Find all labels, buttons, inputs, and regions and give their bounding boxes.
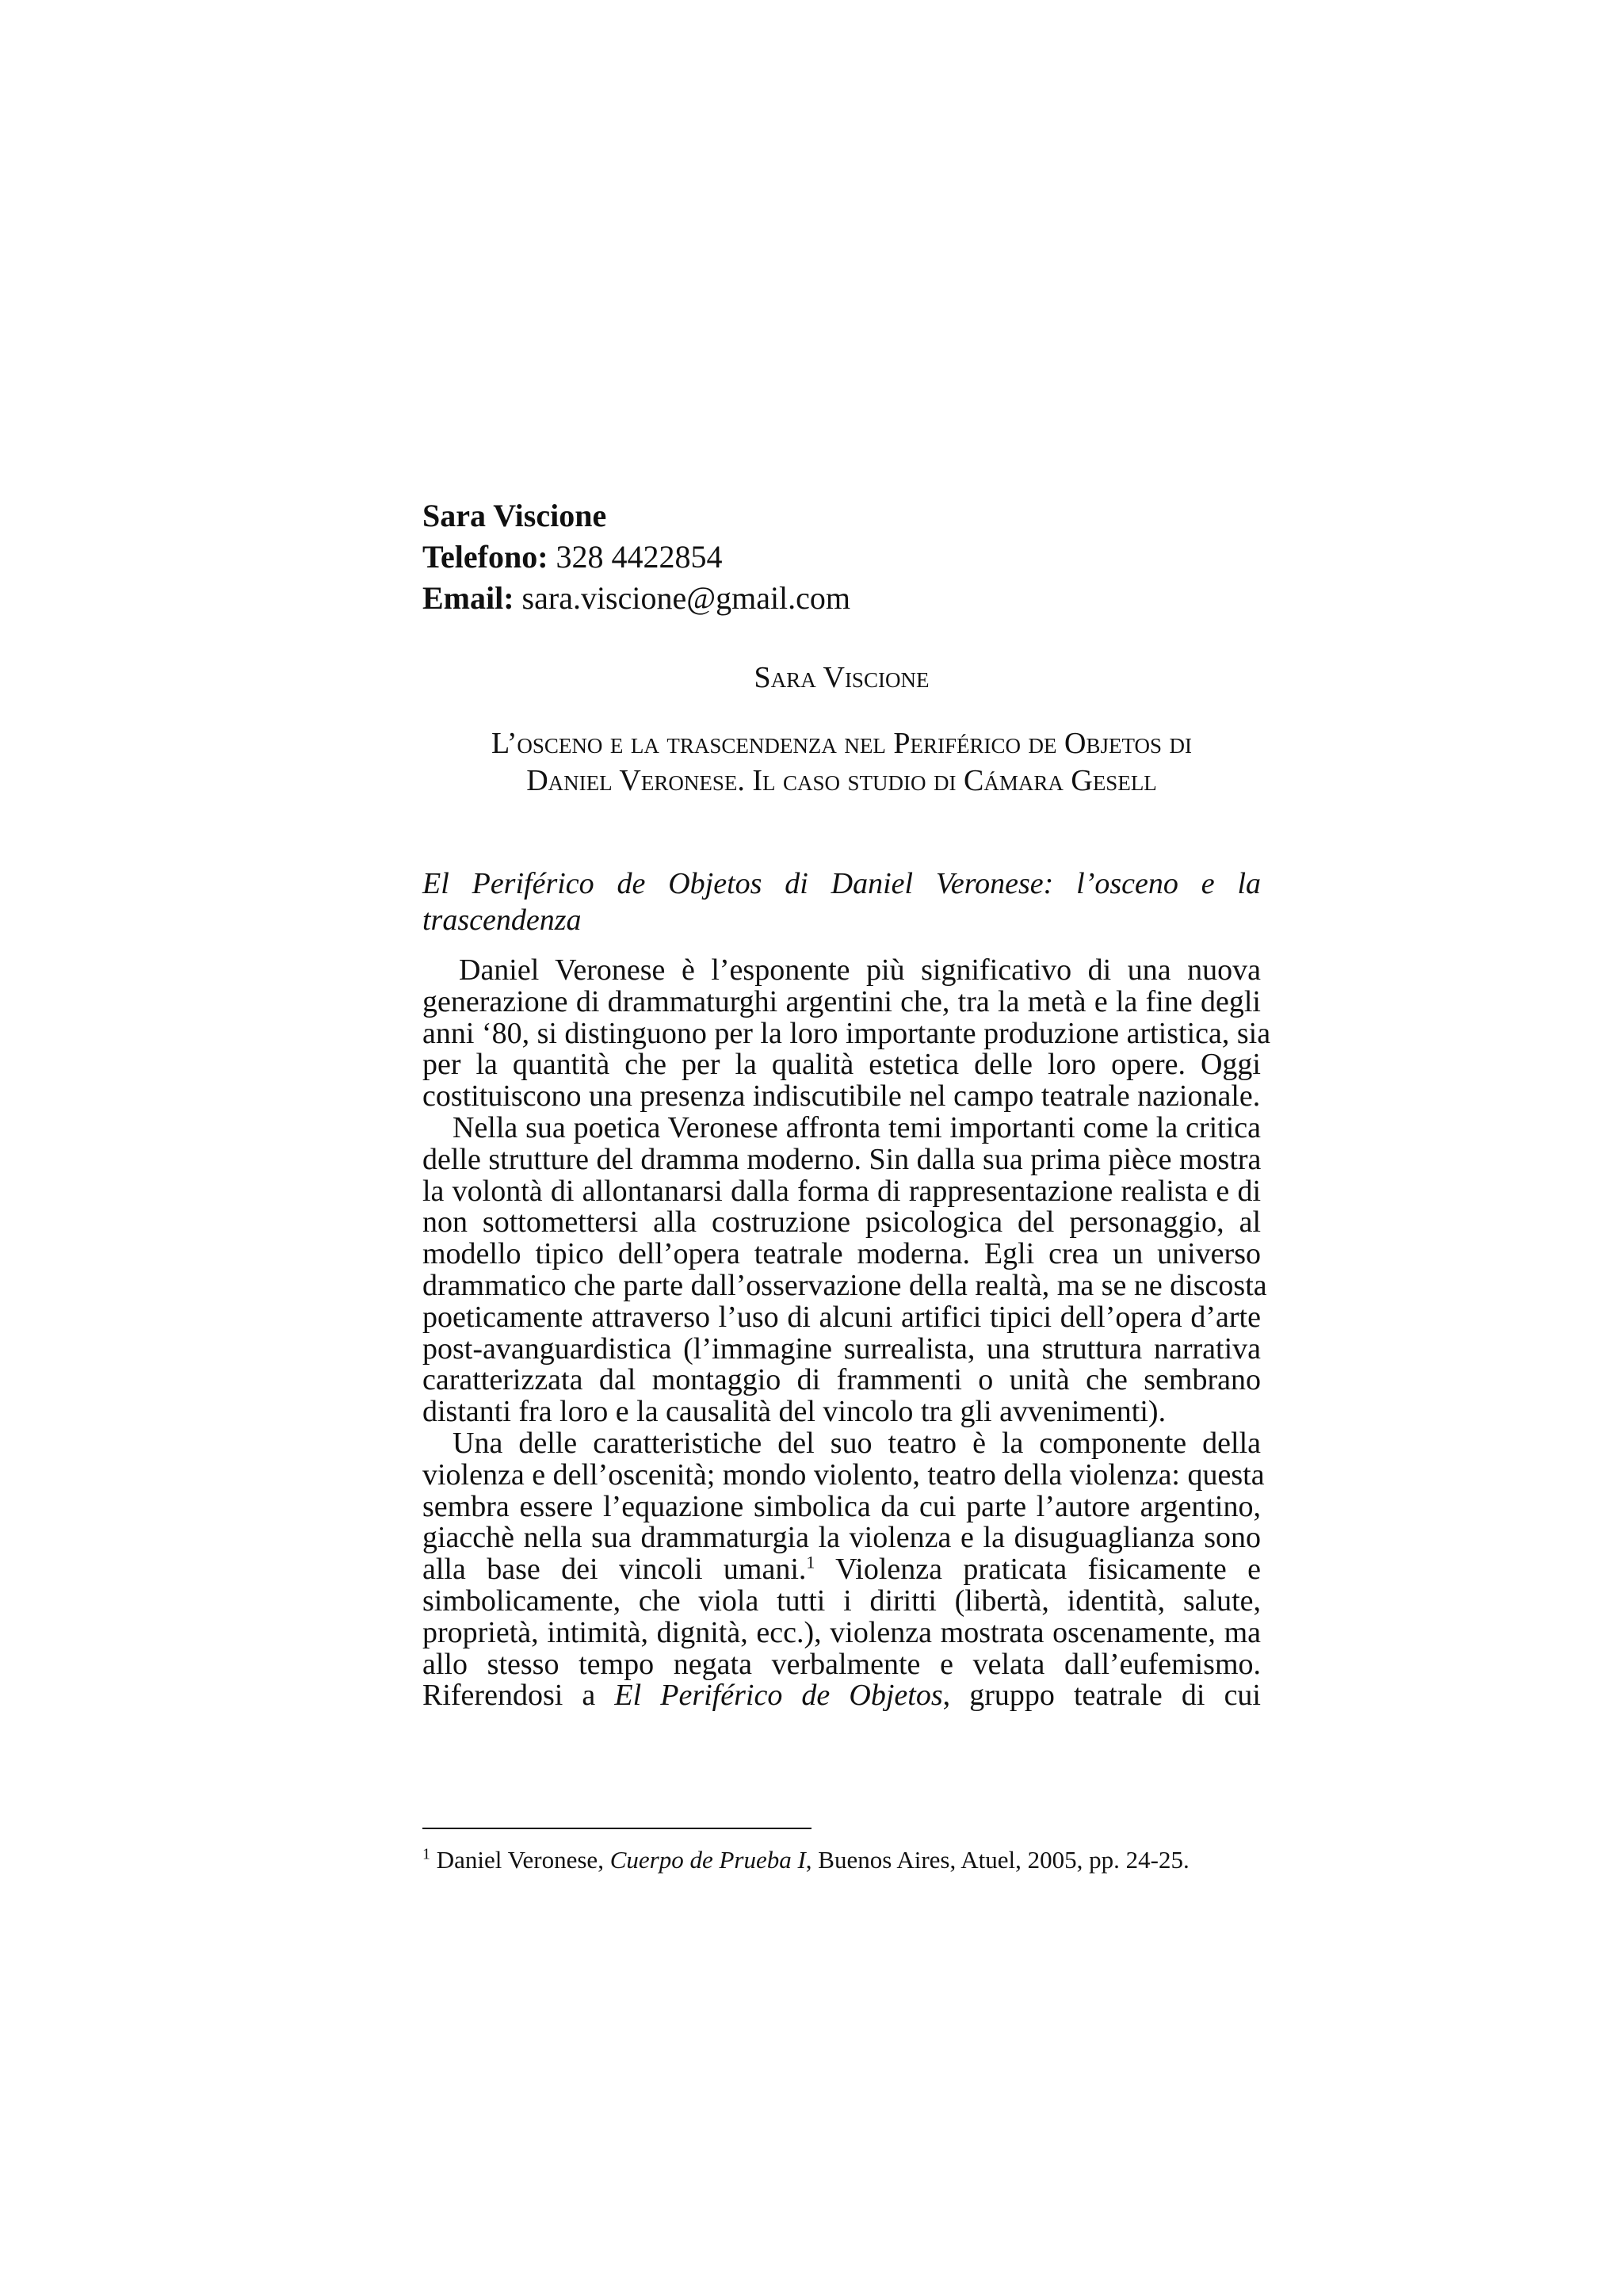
text-line: generazione di drammaturghi argentini che, tra la metà e la fine degli (422, 984, 1261, 1018)
heading-line: El Periférico de Objetos di Daniel Veronese: l’osceno e la (422, 867, 1261, 900)
heading-line: trascendenza (422, 904, 582, 937)
text-line: sembra essere l’equazione simbolica da cui parte l’autore argentino, (422, 1489, 1261, 1523)
footnote-divider (422, 1828, 812, 1829)
text-line: post-avanguardistica (l’immagine surrealista, una struttura narrativa (422, 1331, 1261, 1366)
title-line: L’osceno e la trascendenza nel Periférico de Objetos di (491, 727, 1192, 760)
paragraph (422, 1110, 1267, 1429)
text-line: alla base dei vincoli umani.$^1$ Violenza praticata fisicamente e (422, 1552, 1262, 1587)
text-line: giacchè nella sua drammaturgia la violenza e la disuguaglianza sono (422, 1521, 1261, 1555)
title-line: Daniel Veronese. Il caso studio di Cámara Gesell (526, 764, 1157, 797)
footnote-book-title: Cuerpo de Prueba I (609, 1846, 806, 1874)
footnote: $^1$ Daniel Veronese, Cuerpo de Prueba I, Buenos Aires, Atuel, 2005, pp. 24-25. (422, 1845, 1190, 1874)
work-title: El Periférico de Objetos (614, 1679, 943, 1713)
text-line: poeticamente attraverso l’uso di alcuni artifici tipici dell’opera d’arte (422, 1300, 1261, 1334)
phone-value: 328 4422854 (548, 539, 723, 575)
email-label: Email: (422, 580, 514, 616)
phone-label: Telefono: (422, 539, 548, 575)
text-line: anni ‘80, si distinguono per la loro importante produzione artistica, sia (422, 1016, 1271, 1050)
paragraph (422, 1426, 1265, 1713)
text-line: proprietà, intimità, dignità, ecc.), violenza mostrata oscenamente, ma (422, 1615, 1261, 1649)
footnote-ref: 1 (806, 1552, 815, 1572)
text-line: drammatico che parte dall’osservazione della realtà, ma se ne discosta (422, 1268, 1267, 1302)
text-line: simbolicamente, che viola tutti i diritti (libertà, identità, salute, (422, 1584, 1261, 1618)
contact-email (422, 578, 1294, 619)
text-line: per la quantità che per la qualità estetica delle loro opere. Oggi (422, 1048, 1261, 1082)
text-line: delle strutture del dramma moderno. Sin dalla sua prima pièce mostra (422, 1142, 1262, 1176)
body-text (422, 953, 1271, 1713)
text-line: caratterizzata dal montaggio di frammenti o unità che sembrano (422, 1363, 1261, 1397)
text-line: la volontà di allontanarsi dalla forma di rappresentazione realista e di (422, 1174, 1261, 1208)
section-heading (422, 865, 1261, 938)
text-line: non sottomettersi alla costruzione psicologica del personaggio, al (422, 1205, 1261, 1240)
footnote-marker: 1 (422, 1845, 430, 1863)
text-line: Riferendosi a El Periférico de Objetos, gruppo teatrale di cui (422, 1679, 1261, 1713)
contact-name: Sara Viscione (422, 498, 607, 533)
text-line: modello tipico dell’opera teatrale moderna. Egli crea un universo (422, 1237, 1261, 1271)
text-line: allo stesso tempo negata verbalmente e velata dall’eufemismo. (422, 1647, 1261, 1681)
article-author: Sara Viscione (754, 661, 930, 694)
contact-block (422, 495, 1294, 619)
text-line: costituiscono una presenza indiscutibile nel campo teatrale nazionale. (422, 1079, 1261, 1114)
contact-phone (422, 537, 1294, 578)
article-title (422, 725, 1261, 800)
text-line: Daniel Veronese è l’esponente più significativo di una nuova (459, 953, 1261, 987)
email-value: sara.viscione@gmail.com (514, 580, 851, 616)
text-line: distanti fra loro e la causalità del vincolo tra gli avvenimenti). (422, 1395, 1167, 1429)
text-line: violenza e dell’oscenità; mondo violento, teatro della violenza: questa (422, 1457, 1265, 1492)
paragraph (422, 953, 1271, 1114)
text-line: Nella sua poetica Veronese affronta temi importanti come la critica (453, 1110, 1261, 1144)
text-line: Una delle caratteristiche del suo teatro è la componente della (453, 1426, 1261, 1460)
